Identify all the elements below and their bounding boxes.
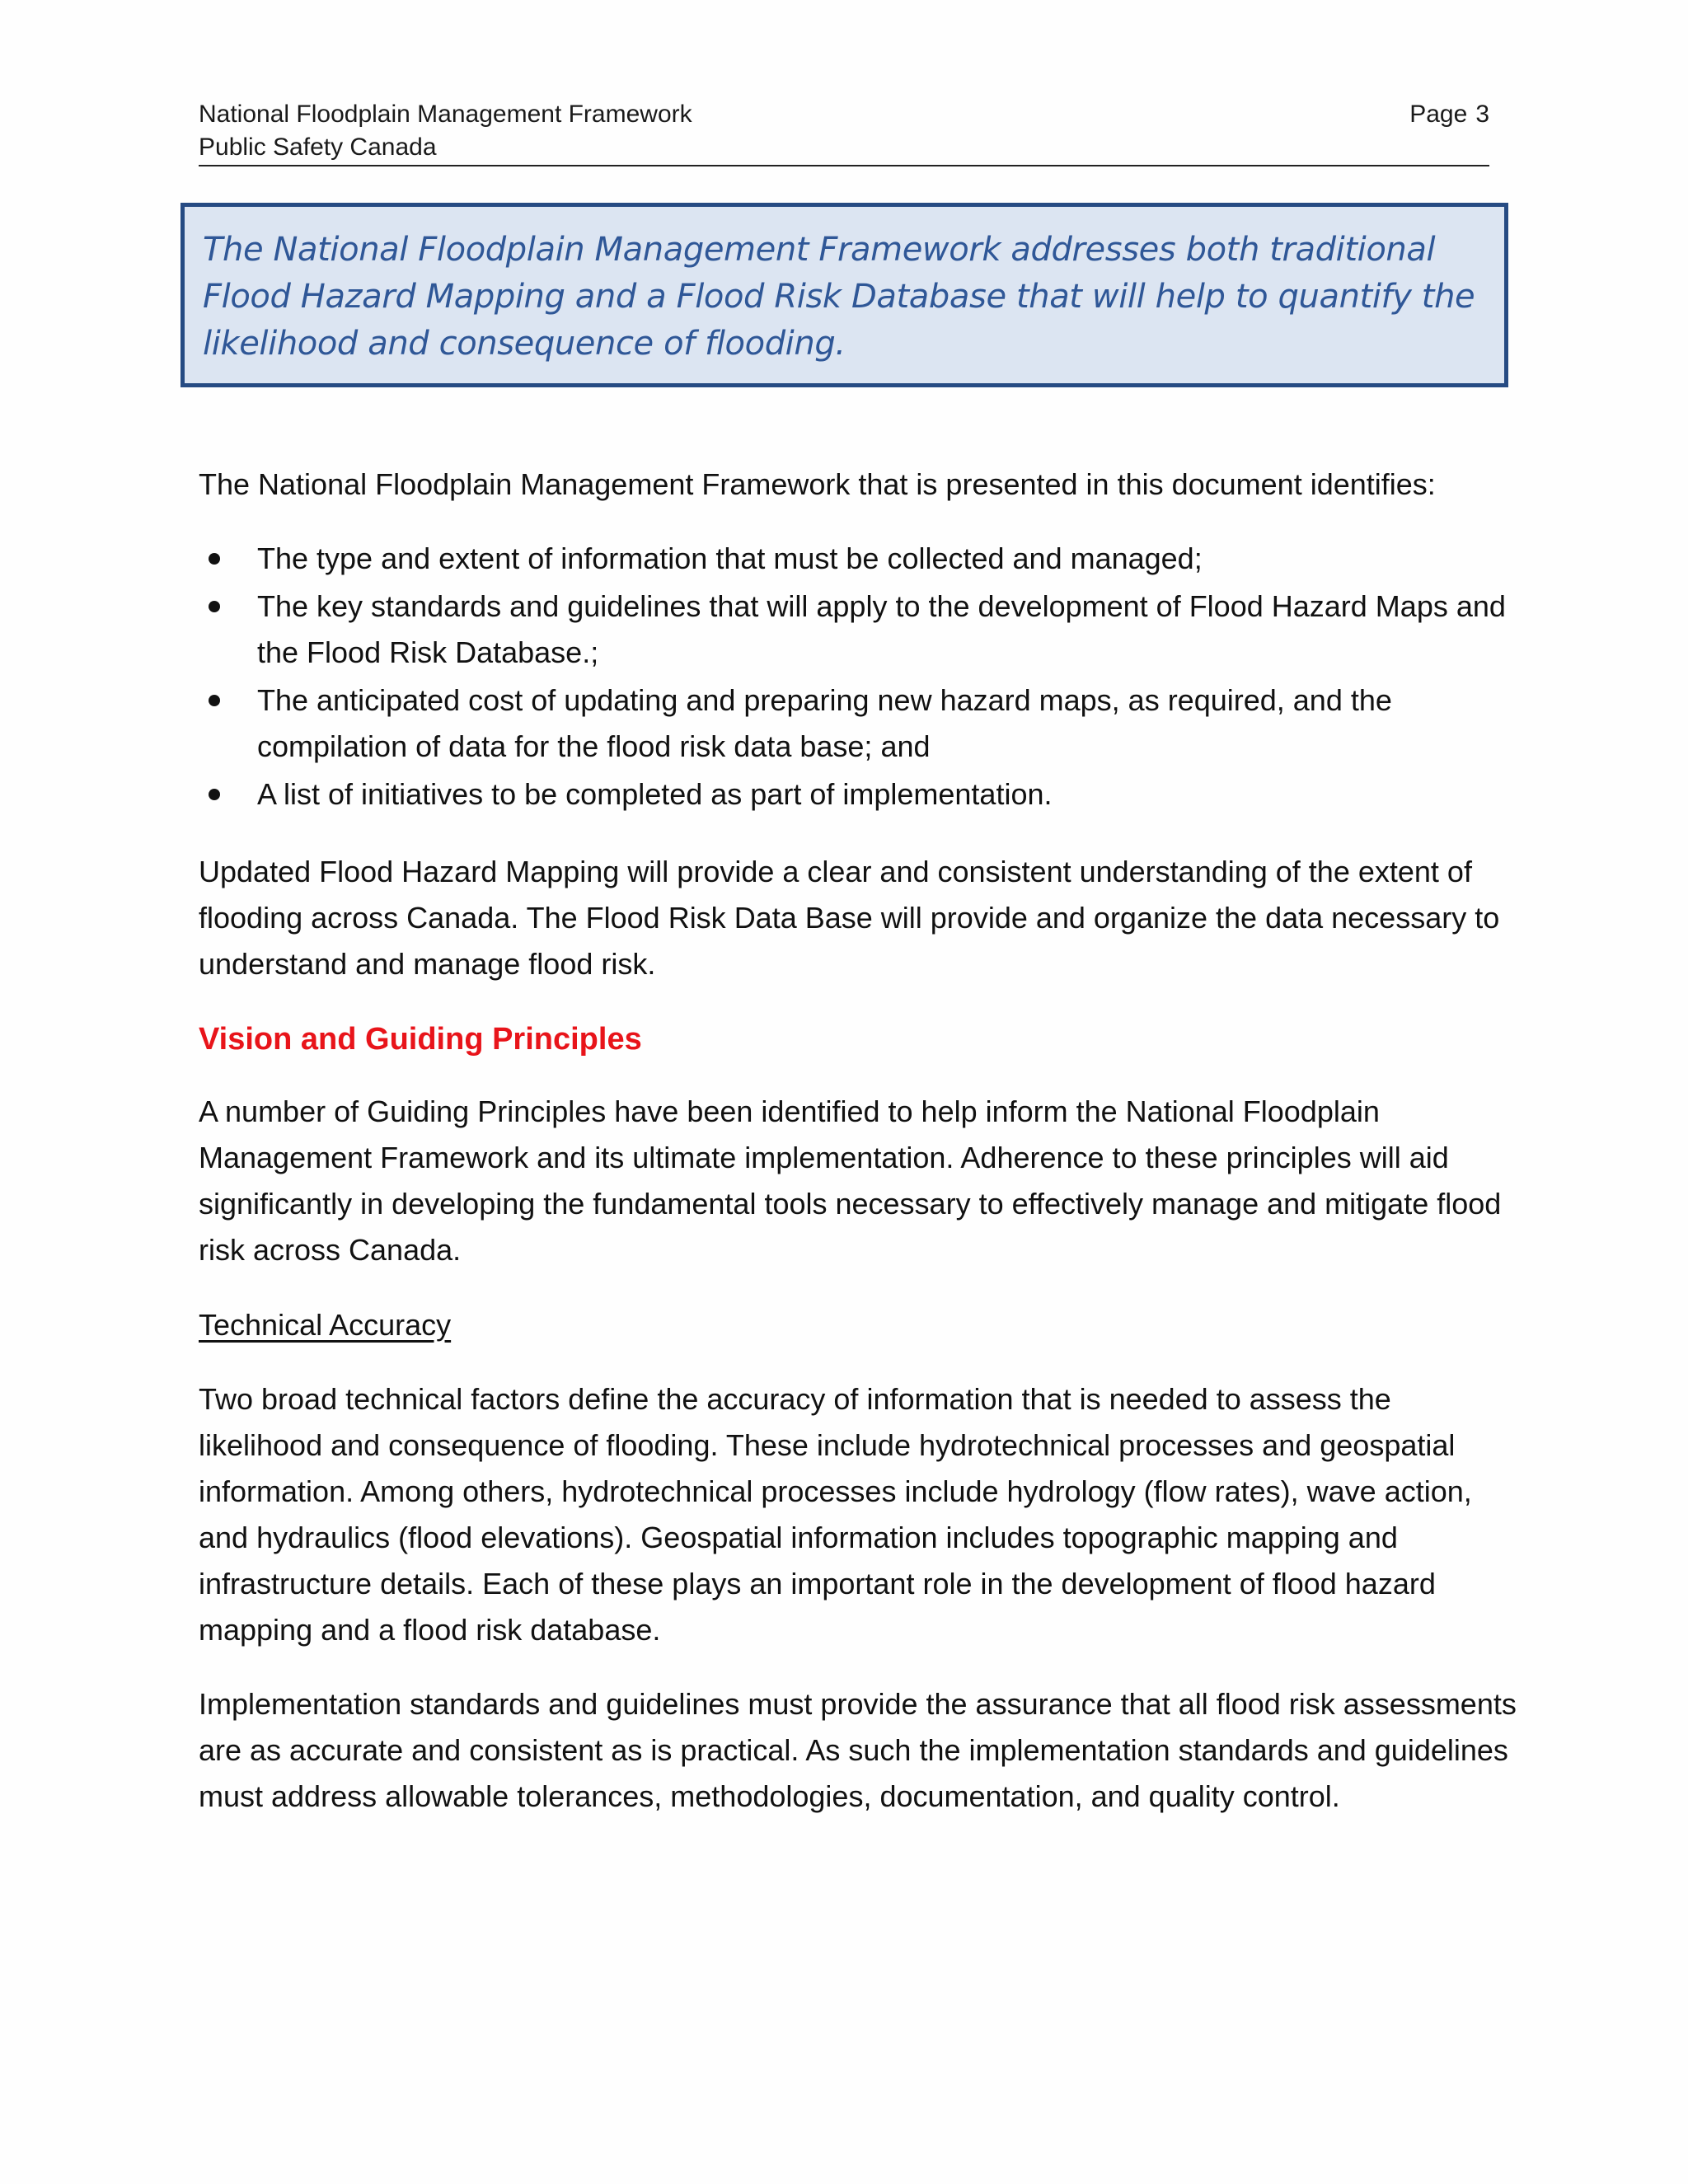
principles-paragraph — [199, 1089, 1517, 1273]
list-item-text: The key standards and guidelines that will apply to the development of Flood Hazard Maps and the Flood Risk Database.; — [257, 589, 1506, 669]
list-item-text: The anticipated cost of updating and preparing new hazard maps, as required, and the compilation of data for the flood risk data base; and — [257, 683, 1392, 763]
standards-paragraph — [199, 1681, 1517, 1820]
principles-text: A number of Guiding Principles have been identified to help inform the National Floodplain Management Framework and its ultimate implementation. Adherence to these principles will aid significantly in developing the fundamental tools necessary to effectively manage and mitigate flood risk across Canada. — [199, 1094, 1502, 1267]
list-item — [199, 771, 1517, 818]
bullet-icon — [209, 695, 220, 706]
standards-text: Implementation standards and guidelines must provide the assurance that all flood risk assessments are as accurate and consistent as is practical. As such the implementation standards and guidelines must address allowable tolerances, methodologies, documentation, and quality control. — [199, 1687, 1517, 1813]
callout-box — [181, 203, 1508, 387]
header-organization: Public Safety Canada — [199, 134, 437, 161]
technical-text: Two broad technical factors define the accuracy of information that is needed to assess the likelihood and consequence of flooding. These include hydrotechnical processes and geospatial information. Among others, hydrotechnical processes include hydrology (flow rates), wave action, and hydraulics (flood elevations). Geospatial information includes topographic mapping and infrastructure details. Each of these plays an important role in the development of flood hazard mapping and a flood risk database. — [199, 1382, 1472, 1647]
callout-text: The National Floodplain Management Framework addresses both traditional Flood Hazard Mapping and a Flood Risk Database that will help to quantify the likelihood and consequence of flooding. — [203, 231, 1475, 363]
header-page-number — [1401, 97, 1489, 132]
section-heading: Vision and Guiding Principles — [199, 1022, 642, 1057]
subsection-heading: Technical Accuracy — [199, 1308, 452, 1342]
bullet-list — [199, 536, 1517, 819]
list-item — [199, 677, 1517, 770]
mapping-paragraph — [199, 849, 1517, 987]
bullet-icon — [209, 553, 220, 565]
bullet-icon — [209, 789, 220, 800]
page-label: Page — [1409, 101, 1468, 128]
page-header — [199, 97, 1489, 166]
intro-paragraph — [199, 462, 1517, 508]
list-item-text: The type and extent of information that must be collected and managed; — [257, 541, 1203, 575]
list-item-text: A list of initiatives to be completed as part of implementation. — [257, 777, 1053, 811]
page-number: 3 — [1475, 101, 1489, 128]
header-document-title: National Floodplain Management Framework — [199, 101, 692, 128]
mapping-text: Updated Flood Hazard Mapping will provide a clear and consistent understanding of the extent of flooding across Canada. The Flood Risk Data Base will provide and organize the data necessary to understand and manage flood risk. — [199, 855, 1500, 981]
intro-text: The National Floodplain Management Framework that is presented in this document identifies: — [199, 467, 1436, 501]
technical-paragraph — [199, 1376, 1517, 1653]
list-item — [199, 583, 1517, 676]
list-item — [199, 536, 1517, 582]
bullet-icon — [209, 601, 220, 612]
